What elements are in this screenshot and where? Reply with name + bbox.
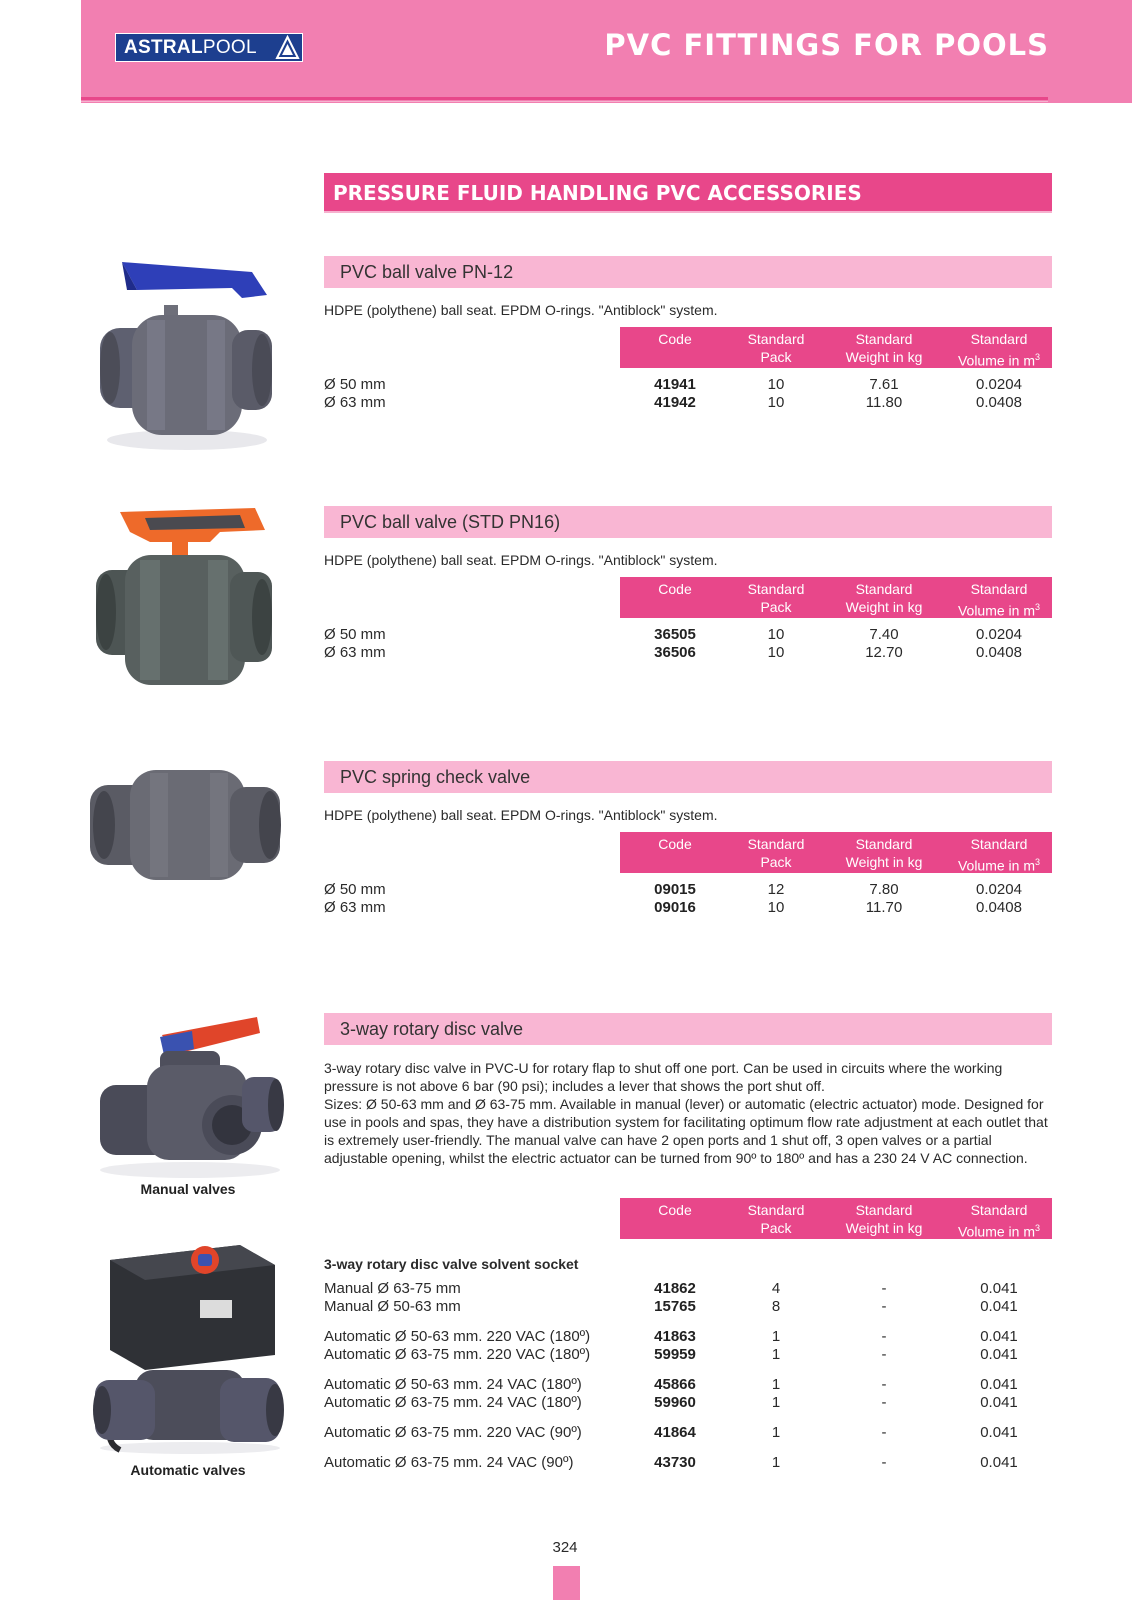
header-rule — [81, 97, 1048, 100]
table-row: Automatic Ø 63-75 mm. 220 VAC (180º) 59959 1 - 0.041 — [324, 1346, 1018, 1363]
pvc-ball-valve-pn16-image — [90, 500, 280, 695]
product-title: PVC ball valve PN-12 — [324, 256, 1052, 288]
table-header — [620, 577, 1052, 618]
spring-check-valve-image — [90, 765, 285, 885]
section-title: PRESSURE FLUID HANDLING PVC ACCESSORIES — [324, 173, 1052, 213]
table-row: Manual Ø 63-75 mm 41862 4 - 0.041 — [324, 1280, 1018, 1297]
product-ball-valve-pn16 — [324, 506, 1052, 666]
header-volume: Standard Volume in $m^3$ — [957, 836, 1041, 874]
table-row: Ø 63 mm 41942 10 11.80 0.0408 — [324, 394, 1022, 411]
product-description: HDPE (polythene) ball seat. EPDM O-rings. "Antiblock" system. — [324, 302, 718, 318]
table-row: Ø 63 mm 36506 10 12.70 0.0408 — [324, 644, 1022, 661]
header-code: Code — [658, 836, 692, 852]
product-description: 3-way rotary disc valve in PVC-U for rotary flap to shut off one port. Can be used in circuits where the working pressure is not above 6 bar (90 psi); includes a lever that shows the port shut off. Sizes: Ø 50-63 mm and Ø 63-75 mm. Available in manual (lever) or automatic (electric actuator) mode. Designed for use in pools and spas, they have a distribution system for facilitating optimum flow rate adjustment at each outlet that is extremely user-friendly. The manual valve can have 2 open ports and 1 shut off, 3 open valves or a partial adjustable opening, whilst the electric actuator can be turned from 90º to 180º and has a 230 24 V AC connection. — [324, 1060, 1048, 1166]
table-row: Automatic Ø 50-63 mm. 220 VAC (180º) 41863 1 - 0.041 — [324, 1328, 1018, 1345]
header-rule-light — [81, 101, 1048, 102]
product-description: HDPE (polythene) ball seat. EPDM O-rings. "Antiblock" system. — [324, 552, 718, 568]
header-code: Code — [658, 331, 692, 347]
table-header — [620, 1198, 1052, 1239]
header-volume: Standard Volume in $m^3$ — [957, 581, 1041, 619]
header-pack: Standard Pack — [747, 331, 805, 365]
header-pack: Standard Pack — [747, 1202, 805, 1236]
page-number: 324 — [552, 1539, 578, 1556]
header-weight: Standard Weight in kg — [845, 331, 923, 365]
product-description: HDPE (polythene) ball seat. EPDM O-rings. "Antiblock" system. — [324, 807, 718, 823]
header-weight: Standard Weight in kg — [845, 1202, 923, 1236]
table-header — [620, 327, 1052, 368]
header-pack: Standard Pack — [747, 836, 805, 870]
product-ball-valve-pn12 — [324, 256, 1052, 416]
table-row: Automatic Ø 63-75 mm. 24 VAC (90º) 43730 1 - 0.041 — [324, 1454, 1018, 1471]
product-title: PVC ball valve (STD PN16) — [324, 506, 1052, 538]
product-spring-check-valve — [324, 761, 1052, 921]
automatic-3way-valve-image — [90, 1240, 290, 1455]
table-row: Automatic Ø 63-75 mm. 220 VAC (90º) 41864 1 - 0.041 — [324, 1424, 1018, 1441]
header-weight: Standard Weight in kg — [845, 581, 923, 615]
header-code: Code — [658, 1202, 692, 1218]
header-code: Code — [658, 581, 692, 597]
astralpool-logo — [115, 33, 303, 62]
table-row: Automatic Ø 50-63 mm. 24 VAC (180º) 45866 1 - 0.041 — [324, 1376, 1018, 1393]
table-row: Manual Ø 50-63 mm 15765 8 - 0.041 — [324, 1298, 1018, 1315]
table-subheading: 3-way rotary disc valve solvent socket — [324, 1256, 579, 1272]
header-volume: Standard Volume in $m^3$ — [957, 1202, 1041, 1240]
header-weight: Standard Weight in kg — [845, 836, 923, 870]
page-title: PVC FITTINGS FOR POOLS — [604, 28, 1049, 62]
product-title: PVC spring check valve — [324, 761, 1052, 793]
logo-triangle-icon — [275, 35, 300, 60]
table-row: Automatic Ø 63-75 mm. 24 VAC (180º) 59960 1 - 0.041 — [324, 1394, 1018, 1411]
table-row: Ø 50 mm 41941 10 7.61 0.0204 — [324, 376, 1022, 393]
table-row: Ø 50 mm 09015 12 7.80 0.0204 — [324, 881, 1022, 898]
manual-valves-caption: Manual valves — [140, 1181, 236, 1197]
logo-text-light: POOL — [202, 36, 257, 58]
logo-text-bold: ASTRAL — [124, 36, 203, 58]
header-volume: Standard Volume in $m^3$ — [957, 331, 1041, 369]
pvc-ball-valve-pn12-image — [92, 250, 282, 455]
table-row: Ø 50 mm 36505 10 7.40 0.0204 — [324, 626, 1022, 643]
table-header — [620, 832, 1052, 873]
table-row: Ø 63 mm 09016 10 11.70 0.0408 — [324, 899, 1022, 916]
page-tab — [553, 1566, 580, 1600]
manual-3way-valve-image — [92, 1015, 287, 1180]
header-pack: Standard Pack — [747, 581, 805, 615]
product-title: 3-way rotary disc valve — [324, 1013, 1052, 1045]
automatic-valves-caption: Automatic valves — [130, 1462, 246, 1478]
product-3way-rotary-disc-valve — [324, 1013, 1052, 1471]
